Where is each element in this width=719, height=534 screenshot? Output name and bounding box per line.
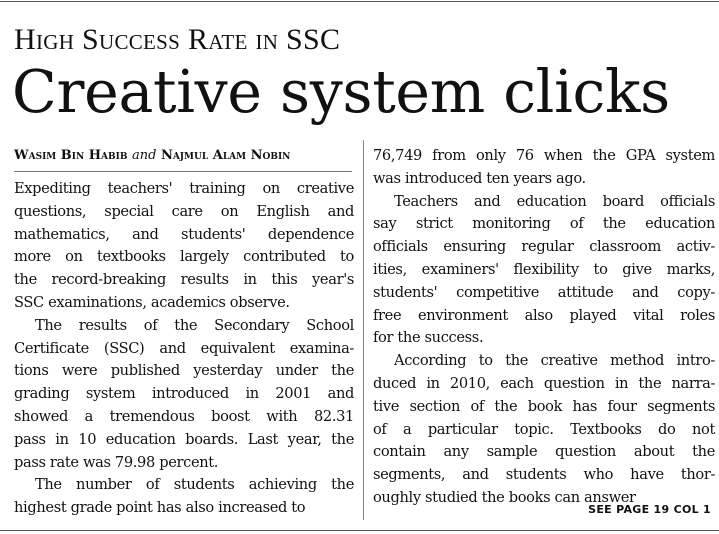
text-line: oughly studied the books can answer — [373, 488, 636, 506]
text-line: say strict monitoring of the education — [373, 215, 715, 233]
text-line: 76,749 from only 76 when the GPA system — [373, 147, 715, 164]
text-line: tive section of the book has four segments — [373, 397, 716, 415]
text-line: contain any sample question about the — [373, 443, 715, 461]
text-line: mathematics, and students' dependence — [14, 225, 354, 243]
text-line: The results of the Secondary School — [35, 316, 354, 334]
text-line: highest grade point has also increased to — [14, 499, 306, 517]
text-line: questions, special care on English and — [14, 202, 355, 220]
text-line: pass rate was 79.98 percent. — [14, 453, 219, 471]
text-line: students' competitive attitude and copy- — [373, 283, 715, 301]
text-line: duced in 2010, each question in the narra- — [373, 374, 716, 392]
text-line: segments, and students who have thor- — [373, 466, 716, 484]
text-line: tions were published yesterday under the — [14, 362, 355, 380]
text-line: The number of students achieving the — [35, 476, 355, 494]
bottom-rule — [0, 530, 719, 531]
text-line: ities, examiners' flexibility to give marks, — [373, 260, 715, 278]
text-line: more on textbooks largely contributed to — [14, 248, 354, 266]
top-rule — [0, 1, 719, 2]
text-line: for the success. — [373, 329, 484, 347]
text-line: officials ensuring regular classroom activ- — [373, 238, 715, 256]
text-line: pass in 10 education boards. Last year, the — [14, 430, 355, 448]
kicker-headline: High Success Rate in SSC — [14, 23, 341, 56]
column-divider — [363, 140, 364, 520]
text-line: grading system introduced in 2001 and — [14, 385, 355, 403]
text-line: free environment also played vital roles — [373, 306, 715, 324]
text-line: Expediting teachers' training on creative — [14, 180, 354, 197]
byline — [14, 147, 354, 165]
article-column-right — [373, 145, 715, 510]
author-2: Najmul Alam Nobin — [160, 148, 291, 163]
continuation-note: SEE PAGE 19 COL 1 — [588, 503, 711, 516]
byline-conjunction: and — [131, 148, 157, 163]
author-1: Wasim Bin Habib — [14, 148, 128, 163]
text-line: the record-breaking results in this year's — [14, 271, 354, 289]
text-line: was introduced ten years ago. — [373, 169, 586, 187]
text-line: SSC examinations, academics observe. — [14, 293, 290, 311]
byline-rule — [14, 171, 352, 172]
text-line: Teachers and education board officials — [394, 192, 715, 210]
main-headline: Creative system clicks — [12, 58, 670, 126]
article-column-left — [14, 178, 354, 520]
text-line: Certificate (SSC) and equivalent examina- — [14, 339, 354, 357]
text-line: According to the creative method intro- — [394, 352, 715, 370]
text-line: showed a tremendous boost with 82.31 — [14, 407, 354, 425]
text-line: of a particular topic. Textbooks do not — [373, 420, 715, 438]
